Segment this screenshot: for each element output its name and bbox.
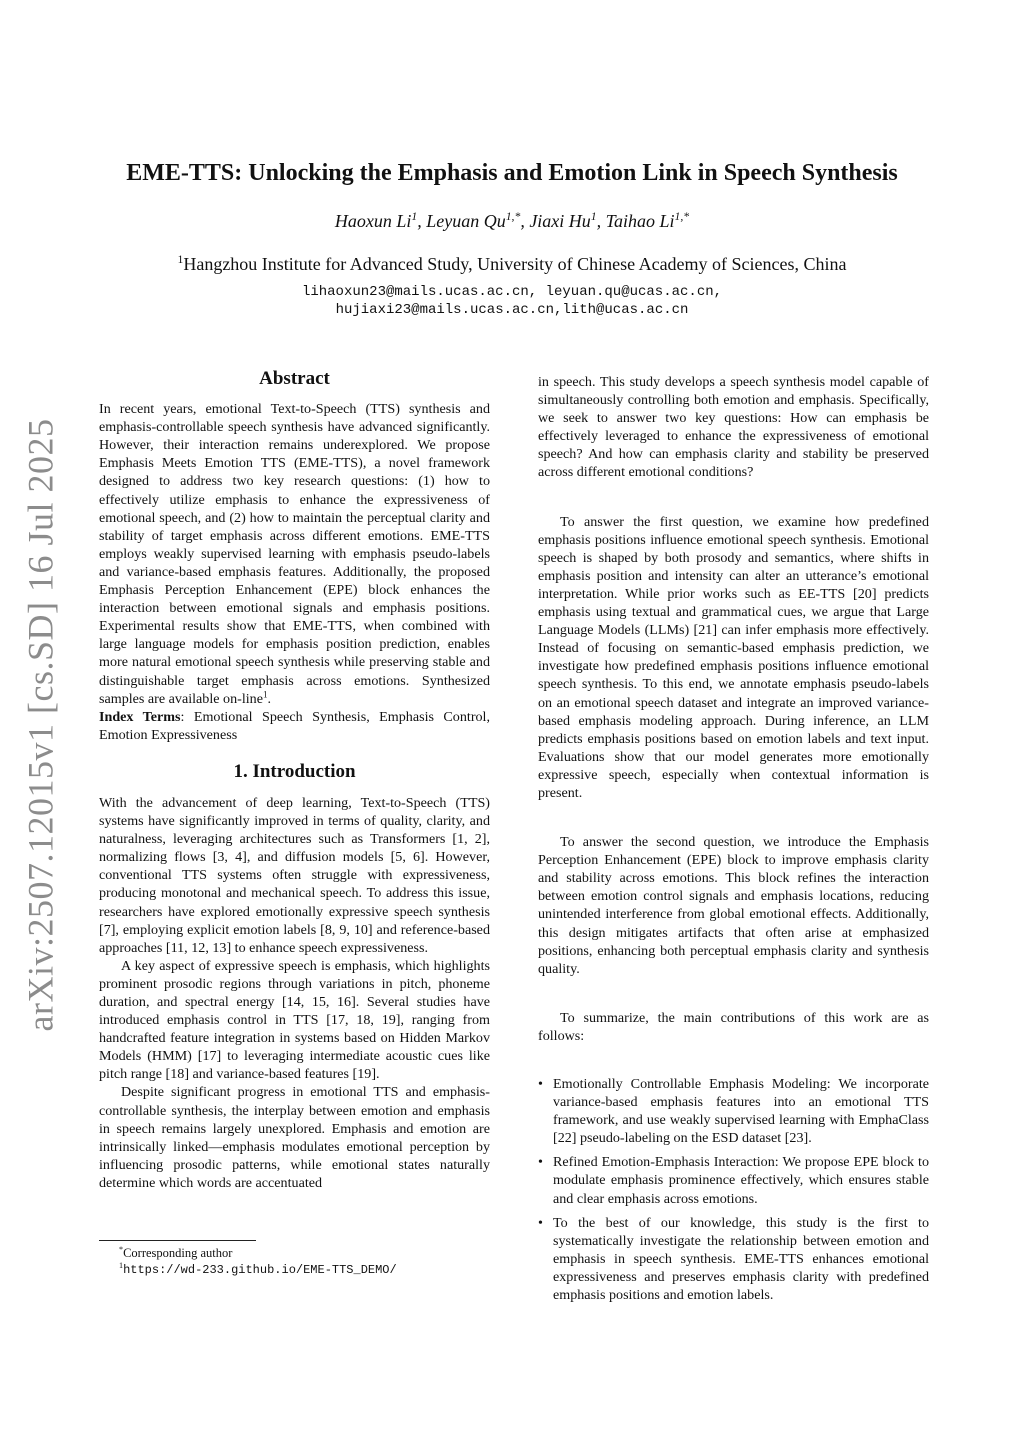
right-column	[538, 373, 929, 1310]
body-paragraph: To answer the second question, we introduce the Emphasis Perception Enhancement (EPE) block to improve emphasis clarity and stability across emotions. This block refines the interaction between emotion control signals and emphasis locations, reducing unintended interference from global emotional effects. Additionally, this design mitigates artifacts that often arise at emphasized positions, enhancing both perceptual emphasis clarity and synthesis quality.	[538, 834, 929, 977]
footnote-url	[99, 1261, 490, 1278]
list-item	[538, 1214, 929, 1304]
author-sep: ,	[596, 211, 606, 231]
bullet-icon: •	[538, 1076, 543, 1092]
footnotes	[99, 1240, 490, 1278]
bullet-icon: •	[538, 1214, 543, 1231]
author-emails	[0, 283, 1024, 319]
abstract-end: .	[267, 690, 272, 707]
intro-paragraph: With the advancement of deep learning, Text-to-Speech (TTS) systems have significantly improved in terms of quality, clarity, and naturalness, leveraging architectures such as Transformers [1, 2], normalizing flows [3, 4], and diffusion models [5, 6]. However, conventional TTS systems often struggle with expressiveness, producing monotonal and mechanical speech. To address this issue, researchers have explored emotionally expressive speech synthesis [7], employing explicit emotion labels [8, 9, 10] and reference-based approaches [11, 12, 13] to enhance speech expressiveness.	[99, 794, 490, 956]
body-paragraph: in speech. This study develops a speech synthesis model capable of simultaneously controlling both emotion and emphasis. Specifically, we seek to answer two key questions: How can emphasis be effectively leveraged to enhance the expressiveness of emotional speech? And how can emphasis clarity and stability be preserved across different emotional conditions?	[538, 374, 929, 481]
email-line: hujiaxi23@mails.ucas.ac.cn,lith@ucas.ac.cn	[335, 302, 689, 318]
contributions-list	[538, 1075, 929, 1304]
abstract-text	[99, 400, 490, 744]
paper-title: EME-TTS: Unlocking the Emphasis and Emotion Link in Speech Synthesis	[126, 160, 898, 186]
footnote-corresponding	[99, 1245, 490, 1261]
author-mark: 1	[411, 210, 418, 223]
body-paragraph: To summarize, the main contributions of this work are as follows:	[538, 1009, 929, 1044]
abstract-heading: Abstract	[259, 368, 330, 389]
footnote-divider	[99, 1240, 256, 1241]
affiliation	[0, 254, 1024, 275]
index-terms-label: Index Terms	[99, 708, 181, 725]
demo-link[interactable]: https://wd-233.github.io/EME-TTS_DEMO/	[123, 1263, 397, 1277]
list-item-text: To the best of our knowledge, this study is the first to systematically investigate the relationship between emotion and emphasis in speech synthesis. EME-TTS enhances emotional expressiveness and preserves emphasis clarity with predefined emphasis positions and emotion labels.	[553, 1214, 929, 1304]
affiliation-text: Hangzhou Institute for Advanced Study, University of Chinese Academy of Sciences, China	[183, 254, 847, 274]
author-mark: 1,*	[505, 210, 521, 223]
footnote-text: Corresponding author	[123, 1246, 233, 1260]
author-list	[0, 211, 1024, 232]
email-line: lihaoxun23@mails.ucas.ac.cn, leyuan.qu@ucas.ac.cn,	[301, 284, 723, 300]
left-column	[99, 370, 490, 1192]
list-item-text: Emotionally Controllable Emphasis Modeling: We incorporate variance-based emphasis features into an emotional TTS framework, and use weakly supervised learning with EmphaClass [22] pseudo-labeling on the ESD dataset [23].	[553, 1076, 929, 1147]
intro-paragraph: Despite significant progress in emotional TTS and emphasis-controllable synthesis, the interplay between emotion and emphasis in speech remains largely unexplored. Emphasis and emotion are intrinsically linked—emphasis modulates emotional perception by influencing prosodic patterns, while emotional states naturally determine which words are accentuated	[99, 1084, 490, 1191]
body-paragraph: To answer the first question, we examine how predefined emphasis positions influence emotional speech synthesis. Emotional speech is shaped by both prosody and semantics, where shifts in emphasis position and intensity can alter an utterance’s emotional interpretation. While prior works such as EE-TTS [20] predicts emphasis using textual and grammatical cues, we argue that Large Language Models (LLMs) [21] can infer emphasis more effectively. Instead of focusing on semantic-based emphasis prediction, we investigate how predefined emphasis positions influence emotional speech synthesis. To this end, we annotate emphasis pseudo-labels on an emotional speech dataset and integrate an improved variance-based emphasis modeling approach. During inference, an LLM predicts emphasis positions based on emotion labels and text input. Evaluations show that our model generates more emotionally expressive speech, especially when contextual information is present.	[538, 513, 929, 801]
footnote-mark: *	[119, 1244, 124, 1254]
affiliation-mark: 1	[177, 253, 184, 266]
author-name: Leyuan Qu	[426, 211, 506, 231]
intro-heading: 1. Introduction	[233, 760, 356, 782]
arxiv-side-stamp	[4, 418, 76, 1032]
author-name: Haoxun Li	[334, 211, 412, 231]
author-sep: ,	[520, 211, 530, 231]
list-item-text: Refined Emotion-Emphasis Interaction: We propose EPE block to modulate emphasis prominence effectively, which ensures stable and clear emphasis across emotions.	[553, 1154, 929, 1207]
index-terms: : Emotional Speech Synthesis, Emphasis Control, Emotion Expressiveness	[99, 708, 490, 743]
author-name: Taihao Li	[605, 211, 675, 231]
arxiv-identifier: arXiv:2507.12015v1 [cs.SD] 16 Jul 2025	[20, 418, 60, 1032]
bullet-icon: •	[538, 1154, 543, 1171]
author-name: Jiaxi Hu	[529, 211, 591, 231]
footnote-ref: 1	[262, 688, 268, 699]
list-item	[538, 1153, 929, 1207]
intro-paragraph: A key aspect of expressive speech is emphasis, which highlights prominent prosodic regions through variations in pitch, phoneme duration, and spectral energy [14, 15, 16]. Several studies have introduced emphasis control in TTS [17, 18, 19], ranging from handcrafted feature integration in systems based on Hidden Markov Models (HMM) [17] to leveraging intermediate acoustic cues like pitch range [18] and variance-based features [19].	[99, 957, 490, 1083]
list-item	[538, 1075, 929, 1147]
abstract-body: In recent years, emotional Text-to-Speech (TTS) synthesis and emphasis-controllable speech synthesis have advanced significantly. However, their interaction remains underexplored. We propose Emphasis Meets Emotion TTS (EME-TTS), a novel framework designed to address two key research questions: (1) how to effectively utilize emphasis to enhance the expressiveness of emotional speech, and (2) how to maintain the perceptual clarity and stability of target emphasis across different emotions. EME-TTS employs weakly supervised learning with emphasis pseudo-labels and variance-based emphasis features. Additionally, the proposed Emphasis Perception Enhancement (EPE) block enhances the interaction between emotional signals and emphasis positions. Experimental results show that EME-TTS, when combined with large language models for emphasis position prediction, enables more natural emotional speech synthesis while preserving stable and distinguishable target emphasis across emotions. Synthesized samples are available on-line	[99, 401, 490, 707]
footnote-mark: 1	[119, 1260, 124, 1270]
author-mark: 1	[590, 210, 597, 223]
author-sep: ,	[417, 211, 427, 231]
author-mark: 1,*	[674, 210, 690, 223]
